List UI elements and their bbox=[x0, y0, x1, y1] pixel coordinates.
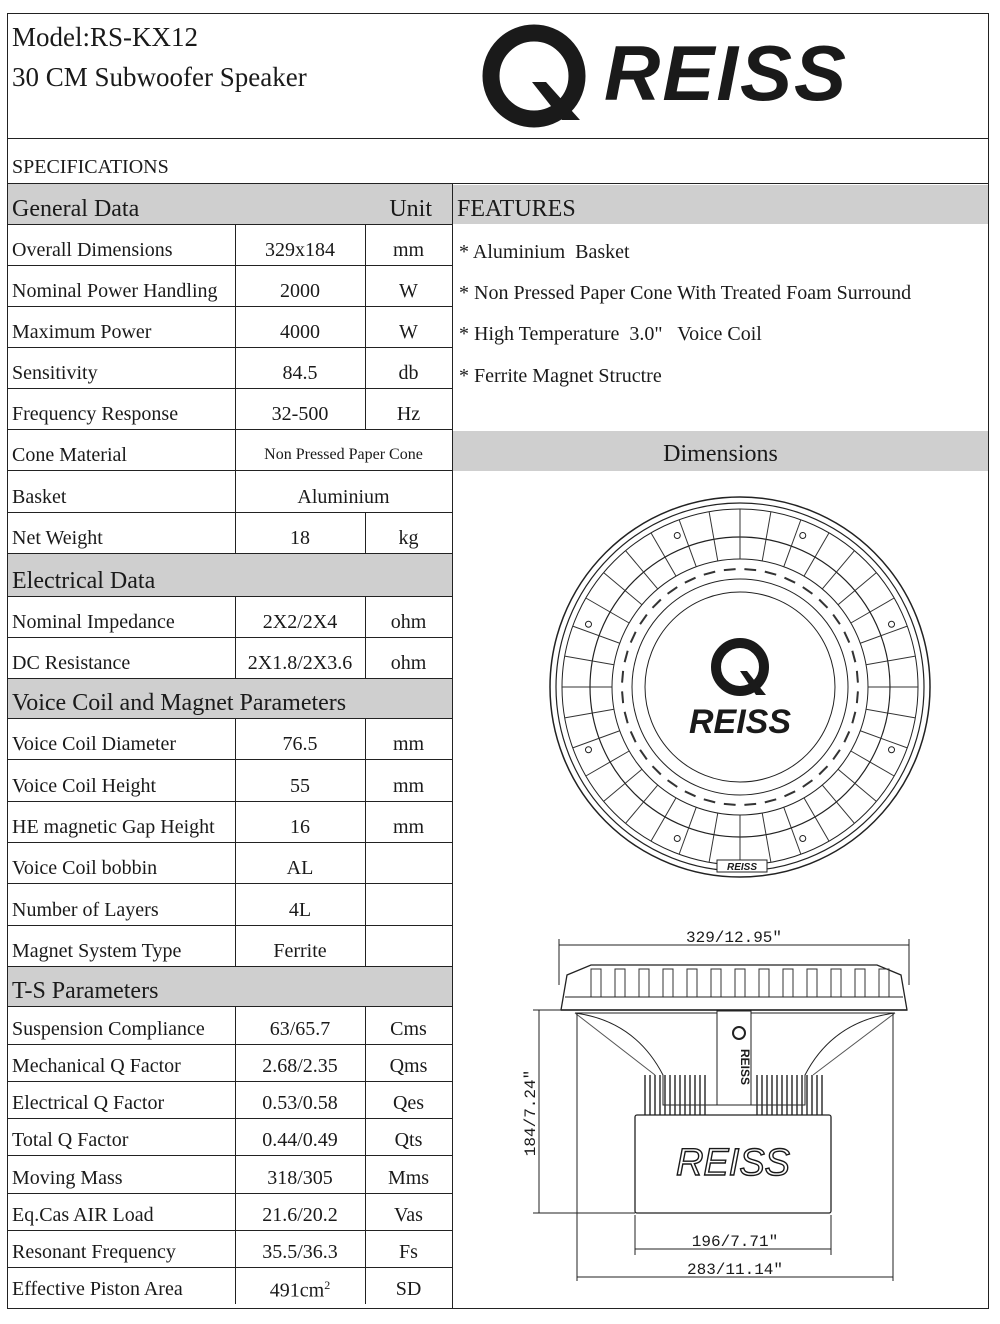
vent-slot bbox=[765, 572, 776, 575]
spec-label: Nominal Impedance bbox=[12, 611, 175, 633]
vent-slot bbox=[833, 750, 840, 760]
basket-brand-label: REISS bbox=[726, 862, 758, 873]
spec-value: 4000 bbox=[280, 321, 320, 343]
spec-label: Frequency Response bbox=[12, 403, 179, 425]
spec-value: 0.44/0.49 bbox=[262, 1129, 338, 1151]
spec-value: 63/65.7 bbox=[269, 1018, 331, 1040]
basket-spoke bbox=[565, 709, 614, 718]
row-divider bbox=[7, 429, 452, 430]
row-divider bbox=[7, 596, 452, 597]
brand-name: REISS bbox=[604, 29, 849, 117]
row-divider bbox=[7, 224, 452, 225]
basket-spoke bbox=[822, 551, 854, 589]
vent-slot bbox=[685, 791, 696, 796]
vent-slot bbox=[652, 599, 660, 607]
spec-label: Number of Layers bbox=[12, 899, 159, 921]
magnet-width-label: 196/7.71″ bbox=[691, 1233, 779, 1251]
spec-unit: W bbox=[399, 280, 418, 302]
spec-value: 35.5/36.3 bbox=[262, 1241, 338, 1263]
mounting-hole bbox=[889, 621, 895, 627]
spec-value: 2000 bbox=[280, 280, 320, 302]
basket-spoke bbox=[822, 785, 854, 823]
mounting-hole bbox=[585, 747, 591, 753]
row-divider bbox=[7, 388, 452, 389]
mounting-hole bbox=[674, 836, 680, 842]
mounting-hole bbox=[800, 532, 806, 538]
basket-spoke bbox=[838, 573, 876, 605]
vent-slot bbox=[852, 712, 855, 723]
spec-unit: mm bbox=[392, 775, 425, 797]
section-title: Voice Coil and Magnet Parameters bbox=[12, 690, 347, 716]
basket-spoke bbox=[866, 656, 915, 665]
feature-item: * High Temperature 3.0" Voice Coil bbox=[459, 323, 762, 345]
section-title: General Data bbox=[12, 196, 140, 222]
vent-slot bbox=[668, 587, 678, 594]
spec-label: Voice Coil Height bbox=[12, 775, 157, 797]
spec-value: 55 bbox=[290, 775, 310, 797]
spec-label: Voice Coil bobbin bbox=[12, 857, 158, 879]
spec-unit: ohm bbox=[390, 652, 427, 674]
spec-value: 76.5 bbox=[282, 733, 318, 755]
basket-spoke bbox=[851, 751, 894, 776]
front-brand-label: REISS bbox=[688, 703, 792, 741]
section-electrical bbox=[8, 554, 452, 596]
basket-spoke bbox=[762, 512, 771, 561]
vent-slot bbox=[803, 587, 813, 594]
row-divider bbox=[7, 306, 452, 307]
spec-label: Voice Coil Diameter bbox=[12, 733, 177, 755]
vent-slot bbox=[704, 572, 715, 575]
spec-label: Basket bbox=[12, 486, 67, 508]
spec-label: Electrical Q Factor bbox=[12, 1092, 165, 1114]
basket-spoke bbox=[626, 551, 658, 589]
vent-slot bbox=[844, 731, 849, 742]
spec-value: 329x184 bbox=[265, 239, 335, 261]
product-subtitle: 30 CM Subwoofer Speaker bbox=[12, 62, 307, 92]
row-divider bbox=[7, 842, 452, 843]
basket-spoke bbox=[626, 785, 658, 823]
basket-spoke bbox=[604, 573, 642, 605]
row-divider bbox=[7, 1044, 452, 1045]
basket-spoke bbox=[586, 598, 629, 623]
feature-item: * Non Pressed Paper Cone With Treated Foam Surround bbox=[459, 282, 912, 304]
basket-spoke bbox=[784, 520, 801, 567]
spec-label: DC Resistance bbox=[12, 652, 131, 674]
basket-spoke bbox=[860, 626, 907, 643]
spec-label: Maximum Power bbox=[12, 321, 152, 343]
feature-item: * Ferrite Magnet Structre bbox=[459, 365, 662, 387]
spec-label: Suspension Compliance bbox=[12, 1018, 205, 1040]
basket-spoke bbox=[784, 807, 801, 854]
basket-spoke bbox=[709, 512, 718, 561]
row-divider bbox=[7, 1155, 452, 1156]
vent-slot bbox=[857, 671, 858, 683]
spec-value: 4L bbox=[288, 899, 312, 921]
mounting-hole bbox=[800, 836, 806, 842]
vent-slot bbox=[631, 632, 636, 643]
row-divider bbox=[7, 347, 452, 348]
vent-slot bbox=[704, 799, 715, 802]
cell-divider bbox=[365, 925, 366, 966]
vent-slot bbox=[668, 780, 678, 787]
vent-slot bbox=[652, 766, 660, 774]
spec-unit: kg bbox=[398, 527, 419, 549]
brand-logo bbox=[482, 24, 932, 128]
spec-value-sup: 2 bbox=[324, 1278, 331, 1292]
cell-divider bbox=[365, 883, 366, 925]
spec-unit: Fs bbox=[399, 1241, 418, 1263]
section-general bbox=[8, 184, 452, 224]
row-divider bbox=[7, 265, 452, 266]
spec-value: 18 bbox=[290, 527, 310, 549]
spec-unit: W bbox=[399, 321, 418, 343]
unit-header: Unit bbox=[389, 196, 432, 222]
basket-spoke bbox=[679, 520, 696, 567]
spec-value: 2X1.8/2X3.6 bbox=[247, 652, 353, 674]
basket-spoke bbox=[804, 533, 829, 576]
spec-label: Moving Mass bbox=[12, 1167, 123, 1189]
row-divider bbox=[7, 1118, 452, 1119]
vent-slot bbox=[784, 791, 795, 796]
spec-unit: Qts bbox=[394, 1129, 423, 1151]
column-divider bbox=[452, 183, 453, 1309]
spec-value-text: 491cm bbox=[269, 1279, 325, 1302]
spec-value: Ferrite bbox=[273, 940, 327, 962]
spec-label: Overall Dimensions bbox=[12, 239, 173, 261]
vent-slot bbox=[765, 799, 776, 802]
spec-label: Effective Piston Area bbox=[12, 1278, 183, 1300]
row-divider bbox=[7, 1081, 452, 1082]
magnet-brand-label: REISS bbox=[675, 1142, 791, 1184]
feature-item: * Aluminium Basket bbox=[459, 241, 630, 263]
basket-spoke bbox=[604, 769, 642, 801]
model-title: Model:RS-KX12 bbox=[12, 22, 199, 52]
spec-value: Non Pressed Paper Cone bbox=[264, 446, 423, 463]
mounting-hole bbox=[585, 621, 591, 627]
row-divider bbox=[7, 883, 452, 884]
features-title: FEATURES bbox=[457, 196, 576, 222]
basket-spoke bbox=[651, 798, 676, 841]
vent-slot bbox=[819, 599, 827, 607]
header-divider bbox=[7, 138, 989, 139]
row-divider bbox=[7, 1230, 452, 1231]
spec-value: AL bbox=[286, 857, 314, 879]
section-ts bbox=[8, 967, 452, 1006]
spec-label: Resonant Frequency bbox=[12, 1241, 176, 1263]
row-divider bbox=[7, 637, 452, 638]
section-voice_coil bbox=[8, 679, 452, 718]
vent-slot bbox=[640, 615, 647, 625]
basket-spoke bbox=[866, 709, 915, 718]
vent-slot bbox=[857, 691, 858, 703]
row-divider bbox=[7, 512, 452, 513]
basket-spoke bbox=[804, 798, 829, 841]
row-divider bbox=[7, 718, 452, 719]
basket-spoke bbox=[709, 813, 718, 862]
svg-text:REISS: REISS bbox=[738, 1049, 752, 1086]
spec-value: Aluminium bbox=[297, 486, 390, 508]
mounting-hole bbox=[674, 532, 680, 538]
spec-label: Mechanical Q Factor bbox=[12, 1055, 181, 1077]
spec-value bbox=[235, 1278, 365, 1303]
vent-slot bbox=[685, 578, 696, 583]
spec-unit: db bbox=[398, 362, 419, 384]
spec-unit: Hz bbox=[396, 403, 421, 425]
vent-slot bbox=[724, 804, 736, 805]
vent-slot bbox=[803, 780, 813, 787]
spec-label: Net Weight bbox=[12, 527, 103, 549]
height-label: 184/7.24″ bbox=[522, 1069, 540, 1157]
spec-label: Total Q Factor bbox=[12, 1129, 129, 1151]
basket-spoke bbox=[838, 769, 876, 801]
row-divider bbox=[7, 1006, 452, 1007]
spec-label: Nominal Power Handling bbox=[12, 280, 218, 302]
spec-unit: Qms bbox=[389, 1055, 428, 1077]
spec-unit: Mms bbox=[387, 1167, 430, 1189]
spec-value: 16 bbox=[290, 816, 310, 838]
spec-unit: ohm bbox=[390, 611, 427, 633]
basket-spoke bbox=[573, 731, 620, 748]
speaker-side-view bbox=[495, 925, 965, 1285]
basket-spoke bbox=[851, 598, 894, 623]
spec-value: 32-500 bbox=[271, 403, 329, 425]
vent-slot bbox=[744, 569, 756, 570]
basket-spoke bbox=[762, 813, 771, 862]
spec-label: Eq.Cas AIR Load bbox=[12, 1204, 154, 1226]
overall-width-label: 329/12.95″ bbox=[685, 929, 783, 947]
spec-value: 2X2/2X4 bbox=[262, 611, 338, 633]
row-divider bbox=[7, 801, 452, 802]
row-divider bbox=[7, 1193, 452, 1194]
vent-slot bbox=[625, 651, 628, 662]
vent-slot bbox=[625, 712, 628, 723]
mounting-hole bbox=[889, 747, 895, 753]
row-divider bbox=[7, 1267, 452, 1268]
spec-unit: mm bbox=[392, 239, 425, 261]
vent-slot bbox=[631, 731, 636, 742]
features-header bbox=[453, 185, 988, 224]
vent-slot bbox=[819, 766, 827, 774]
spec-label: HE magnetic Gap Height bbox=[12, 816, 215, 838]
row-divider bbox=[7, 925, 452, 926]
basket-spoke bbox=[573, 626, 620, 643]
spec-label: Magnet System Type bbox=[12, 940, 182, 962]
row-divider bbox=[7, 470, 452, 471]
specifications-title: SPECIFICATIONS bbox=[12, 156, 169, 178]
vent-slot bbox=[784, 578, 795, 583]
row-divider bbox=[7, 759, 452, 760]
spec-value: 318/305 bbox=[267, 1167, 333, 1189]
mount-width-label: 283/11.14″ bbox=[686, 1261, 784, 1279]
spec-label: Cone Material bbox=[12, 444, 127, 466]
spec-value: 2.68/2.35 bbox=[262, 1055, 338, 1077]
spec-unit: Cms bbox=[390, 1018, 427, 1040]
spec-label: Sensitivity bbox=[12, 362, 98, 384]
vent-slot bbox=[744, 804, 756, 805]
basket-spoke bbox=[679, 807, 696, 854]
vent-slot bbox=[844, 632, 849, 643]
section-title: T-S Parameters bbox=[12, 978, 159, 1004]
section-title: Electrical Data bbox=[12, 568, 156, 594]
vent-slot bbox=[724, 569, 736, 570]
basket-spoke bbox=[565, 656, 614, 665]
dimensions-header bbox=[453, 431, 988, 471]
vent-slot bbox=[640, 750, 647, 760]
spec-unit: Vas bbox=[394, 1204, 423, 1226]
spec-unit: Qes bbox=[392, 1092, 425, 1114]
cell-divider bbox=[365, 842, 366, 883]
spec-unit: mm bbox=[392, 733, 425, 755]
dimensions-title: Dimensions bbox=[663, 441, 778, 467]
vent-slot bbox=[622, 691, 623, 703]
spec-value: 84.5 bbox=[282, 362, 318, 384]
spec-value: 21.6/20.2 bbox=[262, 1204, 338, 1226]
basket-spoke bbox=[586, 751, 629, 776]
vent-slot bbox=[833, 615, 840, 625]
vent-slot bbox=[622, 671, 623, 683]
spec-value: 0.53/0.58 bbox=[262, 1092, 338, 1114]
spec-unit: SD bbox=[395, 1278, 422, 1300]
vent-slot bbox=[852, 651, 855, 662]
basket-spoke bbox=[860, 731, 907, 748]
basket-spoke bbox=[651, 533, 676, 576]
speaker-front-view bbox=[540, 495, 940, 890]
spec-unit: mm bbox=[392, 816, 425, 838]
